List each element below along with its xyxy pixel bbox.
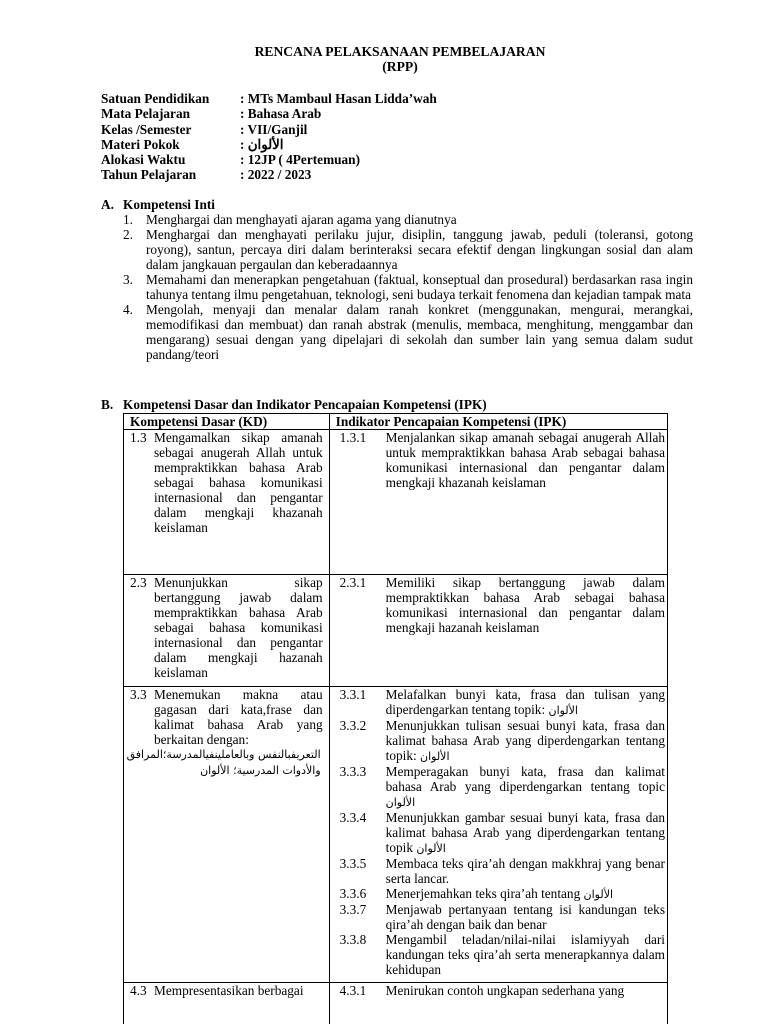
ipk-text-body: Menirukan contoh ungkapan sederhana yang [385, 983, 625, 998]
identity-row [101, 122, 437, 137]
kd-text: Menemukan makna atau gagasan dari kata,frase dan kalimat bahasa Arab yang berkaitan dengan: [154, 687, 323, 747]
ipk-cell [329, 687, 667, 983]
kd-text: Mempresentasikan berbagai [154, 983, 304, 998]
identity-label: Kelas /Semester [101, 121, 192, 137]
ki-list [101, 212, 693, 362]
ki-number: 1. [123, 212, 133, 227]
ipk-item [332, 810, 665, 856]
ipk-text-body: Menerjemahkan teks qira’ah tentang [385, 886, 581, 901]
ipk-arabic-topic: الألوان [385, 796, 416, 809]
kd-item [126, 983, 327, 998]
ipk-number: 1.3.1 [339, 430, 367, 445]
section-a-heading [101, 197, 693, 212]
identity-value: : الألوان [240, 136, 284, 152]
ipk-text [332, 764, 665, 810]
identity-label: Materi Pokok [101, 136, 180, 152]
kd-text: Menunjukkan sikap bertanggung jawab dalam mempraktikkan bahasa Arab sebagai bahasa komunikasi internasional dan pengantar dalam mengkaji hazanah keislaman [154, 575, 323, 680]
identity-row [101, 167, 437, 182]
identity-row [101, 106, 437, 121]
table-row [124, 687, 668, 983]
kd-ipk-table-wrapper [123, 413, 668, 1024]
ipk-item [332, 718, 665, 764]
kd-number: 4.3 [130, 983, 147, 998]
ipk-item [332, 764, 665, 810]
kd-item [126, 687, 327, 747]
identity-label: Satuan Pendidikan [101, 91, 210, 106]
ipk-text-body: Menjawab pertanyaan tentang isi kandungan teks qira’ah dengan baik dan benar [385, 902, 665, 932]
ipk-text-body: Memperagakan bunyi kata, frasa dan kalimat bahasa Arab yang diperdengarkan tentang topic [385, 764, 665, 794]
ipk-number: 4.3.1 [339, 983, 367, 998]
kd-cell [124, 687, 330, 983]
ipk-text [332, 886, 665, 902]
ipk-text-body: Melafalkan bunyi kata, frasa dan tulisan yang diperdengarkan tentang topik: [385, 687, 665, 717]
ipk-text [332, 932, 665, 977]
ipk-item [332, 932, 665, 977]
identity-row [101, 137, 437, 152]
ki-text: Menghargai dan menghayati ajaran agama yang dianutnya [146, 212, 457, 227]
identity-value: : 2022 / 2023 [240, 167, 312, 183]
section-b-heading [101, 397, 693, 412]
ipk-arabic-topic: الألوان [548, 704, 578, 717]
identity-label: Alokasi Waktu [101, 152, 186, 168]
table-row [124, 575, 668, 687]
ki-text: Mengolah, menyaji dan menalar dalam ranah konkret (menggunakan, mengurai, merangkai, memodifikasi dan membuat) dan ranah abstrak (menulis, membaca, menghitung, menggambar dan mengarang) sesuai dengan yang dipelajari di sekolah dan sumber lain yang semua dalam sudut pandang/teori [146, 302, 693, 362]
ipk-text-body: Memiliki sikap bertanggung jawab dalam mempraktikkan bahasa Arab sebagai bahasa komunikasi internasional dan pengantar dalam mengkaji hazanah keislaman [385, 575, 665, 635]
section-kd-ipk [101, 397, 693, 412]
section-b-title: Kompetensi Dasar dan Indikator Pencapaian Kompetensi (IPK) [123, 397, 487, 412]
kd-number: 3.3 [130, 687, 147, 702]
ipk-item [332, 430, 665, 490]
ipk-text-body: Membaca teks qira’ah dengan makkhraj yang benar serta lancar. [385, 856, 665, 886]
header-ipk: Indikator Pencapaian Kompetensi (IPK) [329, 414, 667, 430]
ipk-cell [329, 575, 667, 687]
ki-item [101, 272, 693, 302]
document-title [0, 44, 768, 74]
ipk-number: 3.3.6 [339, 886, 367, 901]
ipk-text-body: Menjalankan sikap amanah sebagai anugerah Allah untuk mempraktikkan bahasa Arab sebagai bahasa komunikasi internasional dan pengantar dalam mengkaji khazanah keislaman [385, 430, 665, 490]
ipk-text [332, 902, 665, 932]
ipk-cell [329, 983, 667, 1024]
ipk-item [332, 856, 665, 886]
ipk-text [332, 430, 665, 490]
ipk-text [332, 983, 665, 998]
table-header-row [124, 414, 668, 430]
ki-item [101, 227, 693, 272]
ipk-number: 3.3.8 [339, 932, 367, 947]
ipk-text [332, 575, 665, 635]
kd-cell [124, 575, 330, 687]
kd-text: Mengamalkan sikap amanah sebagai anugerah Allah untuk mempraktikkan bahasa Arab sebagai bahasa komunikasi internasional dan pengantar dalam mengkaji khazanah keislaman [154, 430, 323, 535]
identity-value: : MTs Mambaul Hasan Lidda’wah [240, 91, 437, 106]
ipk-number: 3.3.3 [339, 764, 367, 779]
ki-item [101, 302, 693, 362]
ipk-text [332, 718, 665, 764]
identity-label: Tahun Pelajaran [101, 167, 197, 183]
ipk-text [332, 810, 665, 856]
ipk-number: 3.3.2 [339, 718, 367, 733]
section-a-title: Kompetensi Inti [123, 197, 215, 212]
ipk-arabic-topic: الألوان [583, 888, 614, 901]
ipk-text-body: Mengambil teladan/nilai-nilai islamiyyah dari kandungan teks qira’ah serta menerapkannya dalam kehidupan [385, 932, 665, 977]
ipk-arabic-topic: الألوان [420, 750, 450, 763]
kd-cell [124, 430, 330, 575]
ipk-item [332, 687, 665, 718]
kd-item [126, 430, 327, 535]
ipk-text-body: Menunjukkan tulisan sesuai bunyi kata, frasa dan kalimat bahasa Arab yang diperdengarkan tentang topik: [385, 718, 665, 763]
identity-label: Mata Pelajaran [101, 106, 190, 122]
kd-cell [124, 983, 330, 1024]
kd-ipk-table [123, 413, 668, 1024]
ipk-text [332, 687, 665, 718]
ki-number: 3. [123, 272, 133, 287]
ipk-item [332, 983, 665, 998]
kd-item [126, 575, 327, 680]
section-a-letter: A. [101, 197, 114, 212]
ki-number: 4. [123, 302, 133, 317]
ki-item [101, 212, 693, 227]
section-b-letter: B. [101, 397, 114, 412]
identity-value: : 12JP ( 4Pertemuan) [240, 152, 361, 168]
ipk-number: 3.3.7 [339, 902, 367, 917]
ipk-item [332, 575, 665, 635]
kd-arabic-text: التعريفبالنفس وبالعاملينفيالمدرسة؛المرافق والأدوات المدرسية؛ الألوان [126, 748, 321, 777]
kd-number: 1.3 [130, 430, 147, 445]
ipk-item [332, 902, 665, 932]
identity-value: : Bahasa Arab [240, 106, 322, 122]
ki-text: Menghargai dan menghayati perilaku jujur, disiplin, tanggung jawab, peduli (toleransi, gotong royong), santun, percaya diri dalam berinteraksi secara efektif dengan lingkungan sosial dan alam dalam jangkauan pergaulan dan keberadaannya [146, 227, 693, 272]
ipk-cell [329, 430, 667, 575]
identity-value: : VII/Ganjil [240, 121, 308, 137]
table-row [124, 430, 668, 575]
identity-row [101, 152, 437, 167]
ipk-text-body: Menunjukkan gambar sesuai bunyi kata, frasa dan kalimat bahasa Arab yang diperdengarkan tentang topik [385, 810, 665, 855]
title-line-1: RENCANA PELAKSANAAN PEMBELAJARAN [254, 44, 546, 59]
ipk-number: 3.3.5 [339, 856, 367, 871]
ipk-arabic-topic: الألوان [416, 842, 446, 855]
ipk-item [332, 886, 665, 902]
identity-block [101, 91, 437, 183]
kd-number: 2.3 [130, 575, 147, 590]
ipk-number: 3.3.4 [339, 810, 367, 825]
section-kompetensi-inti [101, 197, 693, 362]
title-line-2: (RPP) [382, 59, 418, 74]
ipk-text [332, 856, 665, 886]
ipk-number: 2.3.1 [339, 575, 367, 590]
ki-text: Memahami dan menerapkan pengetahuan (faktual, konseptual dan prosedural) berdasarkan rasa ingin tahunya tentang ilmu pengetahuan, teknologi, seni budaya terkait fenomena dan kejadian tampak mata [146, 272, 693, 302]
header-kd: Kompetensi Dasar (KD) [124, 414, 330, 430]
ipk-number: 3.3.1 [339, 687, 367, 702]
table-row [124, 983, 668, 1024]
ki-number: 2. [123, 227, 133, 242]
identity-row [101, 91, 437, 106]
